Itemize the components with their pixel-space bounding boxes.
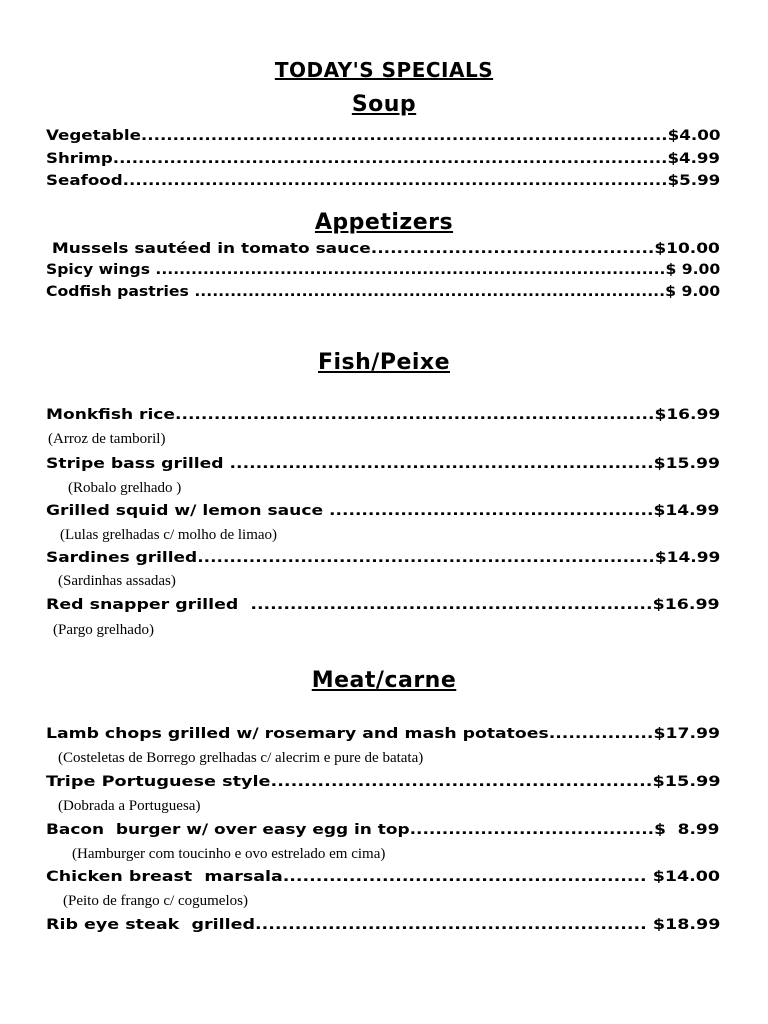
menu-item-translation: (Sardinhas assadas) xyxy=(58,573,176,589)
menu-item: Bacon burger w/ over easy egg in top......................................$ 8.99 xyxy=(46,822,720,838)
menu-item-translation: (Robalo grelhado ) xyxy=(68,480,182,496)
menu-item: Lamb chops grilled w/ rosemary and mash potatoes................$17.99 xyxy=(46,726,720,742)
menu-item-translation: (Pargo grelhado) xyxy=(53,622,154,638)
menu-item: Monkfish rice..........................................................................$16.99 xyxy=(46,407,721,423)
page-title: TODAY'S SPECIALS xyxy=(274,58,494,82)
menu-item: Mussels sautéed in tomato sauce............................................$10.00 xyxy=(46,241,720,257)
menu-item: Shrimp........................................................................................$4.99 xyxy=(46,151,720,167)
menu-item: Seafood......................................................................................$5.99 xyxy=(46,173,721,189)
menu-item-translation: (Dobrada a Portuguesa) xyxy=(58,798,201,814)
menu-item: Red snapper grilled .............................................................$16.99 xyxy=(46,597,720,613)
section-title-soup: Soup xyxy=(351,92,417,117)
menu-item-translation: (Costeletas de Borrego grelhadas c/ alecrim e pure de batata) xyxy=(58,750,424,766)
menu-item: Chicken breast marsala....................................................... $14.00 xyxy=(46,869,720,885)
menu-item-translation: (Arroz de tamboril) xyxy=(48,431,166,447)
section-title-meat: Meat/carne xyxy=(311,668,457,693)
menu-item: Rib eye steak grilled........................................................... $18.99 xyxy=(46,917,721,933)
section-title-fish: Fish/Peixe xyxy=(317,350,451,375)
menu-item: Sardines grilled.......................................................................$14.99 xyxy=(46,550,721,566)
menu-item: Tripe Portuguese style.........................................................$15.99 xyxy=(46,774,721,790)
menu-item: Spicy wings ......................................................................................$ 9.00 xyxy=(46,262,721,278)
menu-item: Grilled squid w/ lemon sauce ..................................................$14.99 xyxy=(46,503,720,519)
menu-item-translation: (Peito de frango c/ cogumelos) xyxy=(63,893,248,909)
menu-item-translation: (Lulas grelhadas c/ molho de limao) xyxy=(60,527,278,543)
menu-item-translation: (Hamburger com toucinho e ovo estrelado em cima) xyxy=(72,846,386,862)
menu-item: Vegetable...................................................................................$4.00 xyxy=(46,128,721,144)
section-title-appetizers: Appetizers xyxy=(314,210,454,235)
menu-item: Codfish pastries ...............................................................................$ 9.00 xyxy=(46,284,721,300)
menu-item: Stripe bass grilled .................................................................$15.99 xyxy=(46,456,720,472)
